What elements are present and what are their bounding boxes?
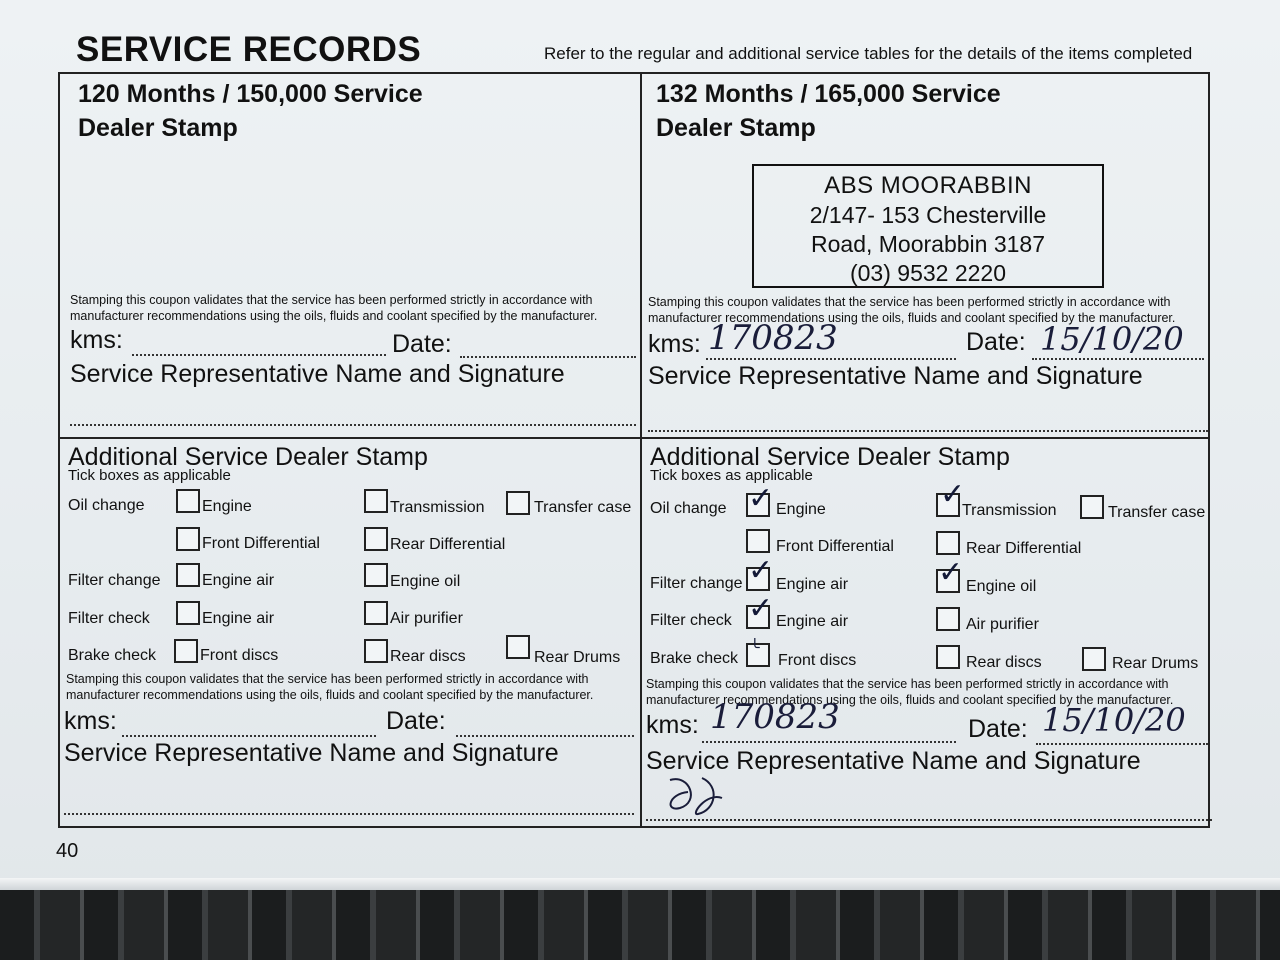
- front-differential-label: Front Differential: [202, 535, 320, 552]
- page-number: 40: [56, 840, 79, 862]
- front-discs-checkbox[interactable]: [174, 639, 198, 663]
- rear-differential-label: Rear Differential: [966, 540, 1082, 557]
- additional-service-left: [64, 439, 636, 828]
- transmission-label: Transmission: [962, 502, 1057, 519]
- kms-field[interactable]: [122, 735, 376, 737]
- filter-check-label: Filter check: [68, 610, 150, 627]
- kms-label: kms:: [648, 330, 701, 358]
- date-label: Date:: [968, 715, 1028, 743]
- rep-signature-field[interactable]: [70, 424, 636, 426]
- transmission-checkbox[interactable]: [364, 489, 388, 513]
- oil-change-label: Oil change: [68, 497, 145, 514]
- engine-label: Engine: [202, 498, 252, 515]
- disclaimer: Stamping this coupon validates that the service has been performed strictly in accordance with manufacturer recommendations using the oils, fluids and coolant specified by the manufacturer.: [66, 672, 594, 702]
- front-differential-checkbox[interactable]: [746, 529, 770, 553]
- rep-label: Service Representative Name and Signature: [64, 739, 559, 767]
- engine-oil-label: Engine oil: [966, 578, 1037, 595]
- kms-handwritten: 170823: [710, 697, 840, 737]
- kms-label: kms:: [646, 711, 699, 739]
- kms-handwritten: 170823: [708, 318, 838, 358]
- rear-drums-label: Rear Drums: [1112, 655, 1199, 672]
- rep-label: Service Representative Name and Signature: [648, 362, 1143, 390]
- rep-label: Service Representative Name and Signature: [70, 360, 565, 388]
- filter-change-label: Filter change: [68, 572, 161, 589]
- rep-signature-field[interactable]: [648, 430, 1208, 432]
- dealer-phone: (03) 9532 2220: [849, 260, 1006, 286]
- dealer-name: ABS MOORABBIN: [824, 172, 1032, 199]
- transmission-label: Transmission: [390, 499, 485, 516]
- filter-check-label: Filter check: [650, 612, 732, 629]
- kms-field[interactable]: [702, 741, 956, 743]
- date-field[interactable]: [1036, 743, 1208, 745]
- rear-differential-checkbox[interactable]: [936, 531, 960, 555]
- service-title: 120 Months / 150,000 Service: [78, 80, 423, 108]
- transfer-case-label: Transfer case: [534, 499, 632, 516]
- engine-checkbox[interactable]: [176, 489, 200, 513]
- air-purifier-label: Air purifier: [966, 616, 1039, 633]
- disclaimer: Stamping this coupon validates that the service has been performed strictly in accordance with manufacturer recommendations using the oils, fluids and coolant specified by the manufacturer.: [648, 295, 1176, 325]
- date-field[interactable]: [1032, 358, 1204, 360]
- engine-air-label: Engine air: [776, 613, 849, 630]
- signature-scribble: [660, 772, 740, 822]
- oil-change-label: Oil change: [650, 500, 727, 517]
- air-purifier-label: Air purifier: [390, 610, 463, 627]
- kms-field[interactable]: [706, 358, 956, 360]
- engine-air-label: Engine air: [202, 572, 275, 589]
- date-handwritten: 15/10/20: [1042, 701, 1186, 739]
- page-title: SERVICE RECORDS: [76, 30, 422, 69]
- rear-discs-checkbox[interactable]: [936, 645, 960, 669]
- background-surface: [0, 890, 1280, 960]
- engine-air-checkbox[interactable]: [176, 601, 200, 625]
- engine-oil-checkbox[interactable]: [364, 563, 388, 587]
- engine-oil-check-mark: ✓: [938, 556, 964, 589]
- transfer-case-checkbox[interactable]: [506, 491, 530, 515]
- refer-note: Refer to the regular and additional service tables for the details of the items completed: [544, 44, 1193, 63]
- additional-title: Additional Service Dealer Stamp: [68, 443, 428, 471]
- dealer-address-line2: Road, Moorabbin 3187: [811, 231, 1045, 257]
- front-differential-checkbox[interactable]: [176, 527, 200, 551]
- kms-field[interactable]: [132, 354, 386, 356]
- front-discs-check-mark: ╰: [750, 640, 760, 657]
- rep-label: Service Representative Name and Signature: [646, 747, 1141, 775]
- additional-service-right: [646, 439, 1212, 828]
- brake-check-label: Brake check: [68, 647, 157, 664]
- disclaimer: Stamping this coupon validates that the service has been performed strictly in accordance with manufacturer recommendations using the oils, fluids and coolant specified by the manufacturer.: [646, 677, 1174, 707]
- transfer-case-checkbox[interactable]: [1080, 495, 1104, 519]
- engine-check-mark: ✓: [748, 482, 774, 515]
- brake-check-label: Brake check: [650, 650, 739, 667]
- rear-drums-checkbox[interactable]: [506, 635, 530, 659]
- filter-change-label: Filter change: [650, 575, 743, 592]
- engine-air-checkbox[interactable]: [176, 563, 200, 587]
- date-label: Date:: [386, 707, 446, 735]
- rear-differential-checkbox[interactable]: [364, 527, 388, 551]
- tick-note: Tick boxes as applicable: [68, 467, 231, 484]
- transmission-check-mark: ✓: [940, 478, 966, 511]
- transfer-case-label: Transfer case: [1108, 504, 1206, 521]
- date-field[interactable]: [460, 356, 636, 358]
- rear-drums-label: Rear Drums: [534, 649, 621, 666]
- front-discs-label: Front discs: [200, 647, 279, 664]
- column-divider: [640, 74, 642, 826]
- engine-air-check-mark: ✓: [748, 592, 774, 625]
- date-handwritten: 15/10/20: [1040, 320, 1184, 358]
- engine-label: Engine: [776, 501, 826, 518]
- front-differential-label: Front Differential: [776, 538, 894, 555]
- dealer-stamp-label: Dealer Stamp: [656, 114, 816, 142]
- rear-discs-label: Rear discs: [966, 654, 1042, 671]
- dealer-stamp: [752, 164, 1104, 288]
- rear-differential-label: Rear Differential: [390, 536, 506, 553]
- rep-signature-field[interactable]: [64, 813, 634, 815]
- tick-note: Tick boxes as applicable: [650, 467, 813, 484]
- engine-oil-label: Engine oil: [390, 573, 461, 590]
- front-discs-label: Front discs: [778, 652, 857, 669]
- air-purifier-checkbox[interactable]: [364, 601, 388, 625]
- dealer-stamp-label: Dealer Stamp: [78, 114, 238, 142]
- engine-air-label: Engine air: [202, 610, 275, 627]
- dealer-address-line1: 2/147- 153 Chesterville: [809, 202, 1047, 228]
- kms-label: kms:: [70, 326, 123, 354]
- kms-label: kms:: [64, 707, 117, 735]
- engine-air-check-mark: ✓: [748, 554, 774, 587]
- rear-drums-checkbox[interactable]: [1082, 647, 1106, 671]
- service-120-months: [70, 74, 636, 437]
- date-label: Date:: [966, 328, 1026, 356]
- air-purifier-checkbox[interactable]: [936, 607, 960, 631]
- date-label: Date:: [392, 330, 452, 358]
- rear-discs-label: Rear discs: [390, 648, 466, 665]
- date-field[interactable]: [456, 735, 634, 737]
- engine-air-label: Engine air: [776, 576, 849, 593]
- disclaimer: Stamping this coupon validates that the service has been performed strictly in accordance with manufacturer recommendations using the oils, fluids and coolant specified by the manufacturer.: [70, 293, 598, 323]
- service-title: 132 Months / 165,000 Service: [656, 80, 1001, 108]
- rear-discs-checkbox[interactable]: [364, 639, 388, 663]
- additional-title: Additional Service Dealer Stamp: [650, 443, 1010, 471]
